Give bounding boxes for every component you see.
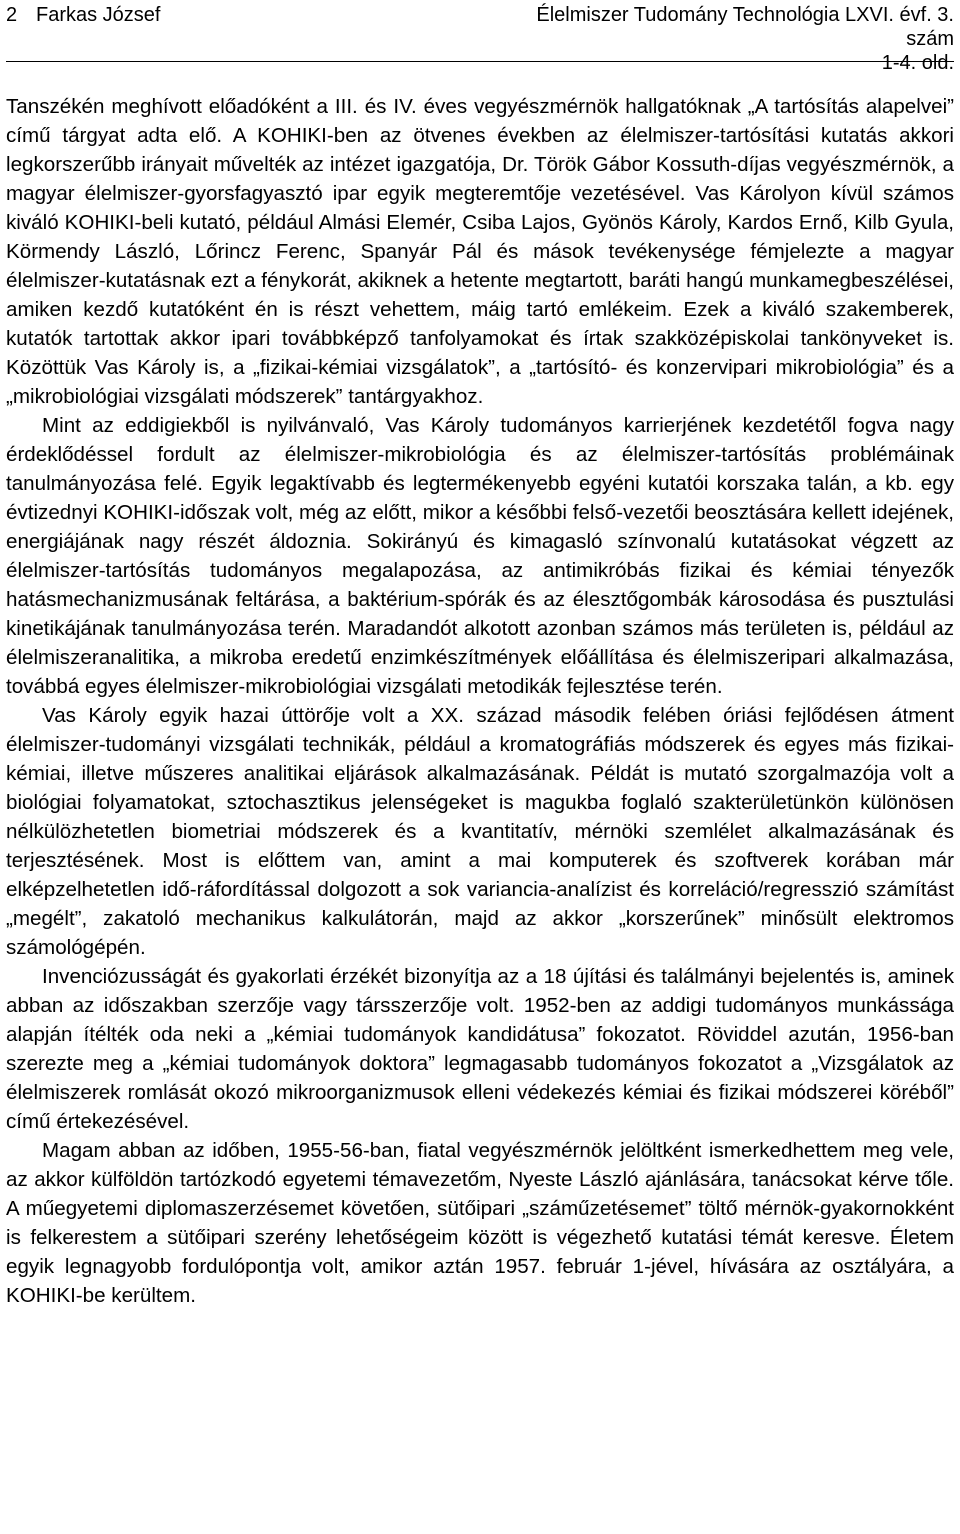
header-author: Farkas József	[36, 4, 161, 26]
paragraph: Invenciózusságát és gyakorlati érzékét bizonyítja az a 18 újítási és találmányi bejelentés is, aminek abban az időszakban szerzője vagy társszerzője volt. 1952-ben az addigi tudományos munkássága alapján ítélték oda neki a „kémiai tudományok kandidátusa” fokozatot. Röviddel azután, 1956-ban szerezte meg a „kémiai tudományok doktora” legmagasabb tudományos fokozatot a „Vizsgálatok az élelmiszerek romlását okozó mikroorganizmusok elleni védekezés kémiai és fizikai módszerei köréből” című értekezésével.	[6, 965, 954, 1133]
paragraph: Mint az eddigiekből is nyilvánvaló, Vas Károly tudományos karrierjének kezdetétől fogva nagy érdeklődéssel fordult az élelmiszer-mikrobiológia és az élelmiszer-tartósítás problémáinak tanulmányozása felé. Egyik legaktívabb és legtermékenyebb egyéni kutatói korszaka talán, a kb. egy évtizednyi KOHIKI-időszak volt, még az előtt, mikor a későbbi felső-vezetői beosztására kellett idejének, energiájának nagy részét áldoznia. Sokirányú és kimagasló színvonalú kutatásokat végzett az élelmiszer-tartósítás tudományos megalapozása, az antimikróbás fizikai és kémiai tényezők hatásmechanizmusának feltárása, a baktérium-spórák és az élesztőgombák károsodása és pusztulási kinetikájának tanulmányozása terén. Maradandót alkotott azonban számos más területen is, például az élelmiszeranalitika, a mikroba eredetű enzimkészítmények előállítása és élelmiszeripari alkalmazása, továbbá egyes élelmiszer-mikrobiológiai vizsgálati metodikák fejlesztése terén.	[6, 414, 954, 698]
header-journal	[494, 3, 954, 75]
paragraph: Magam abban az időben, 1955-56-ban, fiatal vegyészmérnök jelöltként ismerkedhettem meg vele, az akkor külföldön tartózkodó egyetemi témavezetőm, Nyeste László ajánlására, tanácsokat kérve tőle. A műegyetemi diplomaszerzésemet követően, sütőipari „száműzetésemet” töltő mérnök-gyakornokként is felkerestem a sütőipari szerény lehetőségeim között is végezhető kutatási témát keresve. Életem egyik legnagyobb fordulópontja volt, amikor aztán 1957. február 1-jével, hívására az osztályára, a KOHIKI-be kerültem.	[6, 1139, 954, 1307]
running-header	[6, 0, 954, 74]
header-journal-line1: Élelmiszer Tudomány Technológia LXVI. évf. 3. szám	[536, 4, 954, 50]
document-page	[6, 0, 954, 1310]
page-number: 2	[6, 4, 18, 26]
header-rule	[6, 61, 954, 62]
paragraph: Tanszékén meghívott előadóként a III. és IV. éves vegyészmérnök hallgatóknak „A tartósítás alapelvei” című tárgyat adta elő. A KOHIKI-ben az ötvenes években az élelmiszer-tartósítási kutatás akkori legkorszerűbb irányait művelték az intézet igazgatója, Dr. Török Gábor Kossuth-díjas vegyészmérnök, a magyar élelmiszer-gyorsfagyasztó ipar egyik megteremtője vezetésével. Vas Károlyon kívül számos kiváló KOHIKI-beli kutató, például Almási Elemér, Csiba Lajos, Gyönös Károly, Kardos Ernő, Kilb Gyula, Körmendy László, Lőrincz Ferenc, Spanyár Pál és mások tevékenysége fémjelezte a magyar élelmiszer-kutatásnak ezt a fénykorát, akiknek a hetente megtartott, baráti hangú munkamegbeszélései, amiken kezdő kutatóként én is részt vehettem, máig tartó emlékeim. Ezek a kiváló szakemberek, kutatók tartottak akkor ipari továbbképző tanfolyamokat és írtak szakközépiskolai tankönyveket is. Közöttük Vas Károly is, a „fizikai-kémiai vizsgálatok”, a „tartósító- és konzervipari mikrobiológia” és a „mikrobiológiai vizsgálati módszerek” tantárgyakhoz.	[6, 95, 954, 408]
header-journal-line2: 1-4. old.	[881, 52, 954, 74]
article-body	[6, 92, 954, 1310]
paragraph: Vas Károly egyik hazai úttörője volt a XX. század második felében óriási fejlődésen átment élelmiszer-tudományi vizsgálati technikák, például a kromatográfiás módszerek és egyes más fizikai-kémiai, illetve műszeres analitikai eljárások alkalmazásának. Példát is mutató szorgalmazója volt a biológiai folyamatokat, sztochasztikus jelenségeket is magukba foglaló szakterületünkön különösen nélkülözhetetlen biometriai módszerek és a kvantitatív, mérnöki szemlélet alkalmazásának és terjesztésének. Most is előttem van, amint a mai komputerek és szoftverek korában már elképzelhetetlen idő-ráfordítással dolgozott a sok variancia-analízist és korreláció/regresszió számítást „megélt”, zakatoló mechanikus kalkulátorán, majd az akkor „korszerűnek” minősült elektromos számológépén.	[6, 704, 954, 959]
